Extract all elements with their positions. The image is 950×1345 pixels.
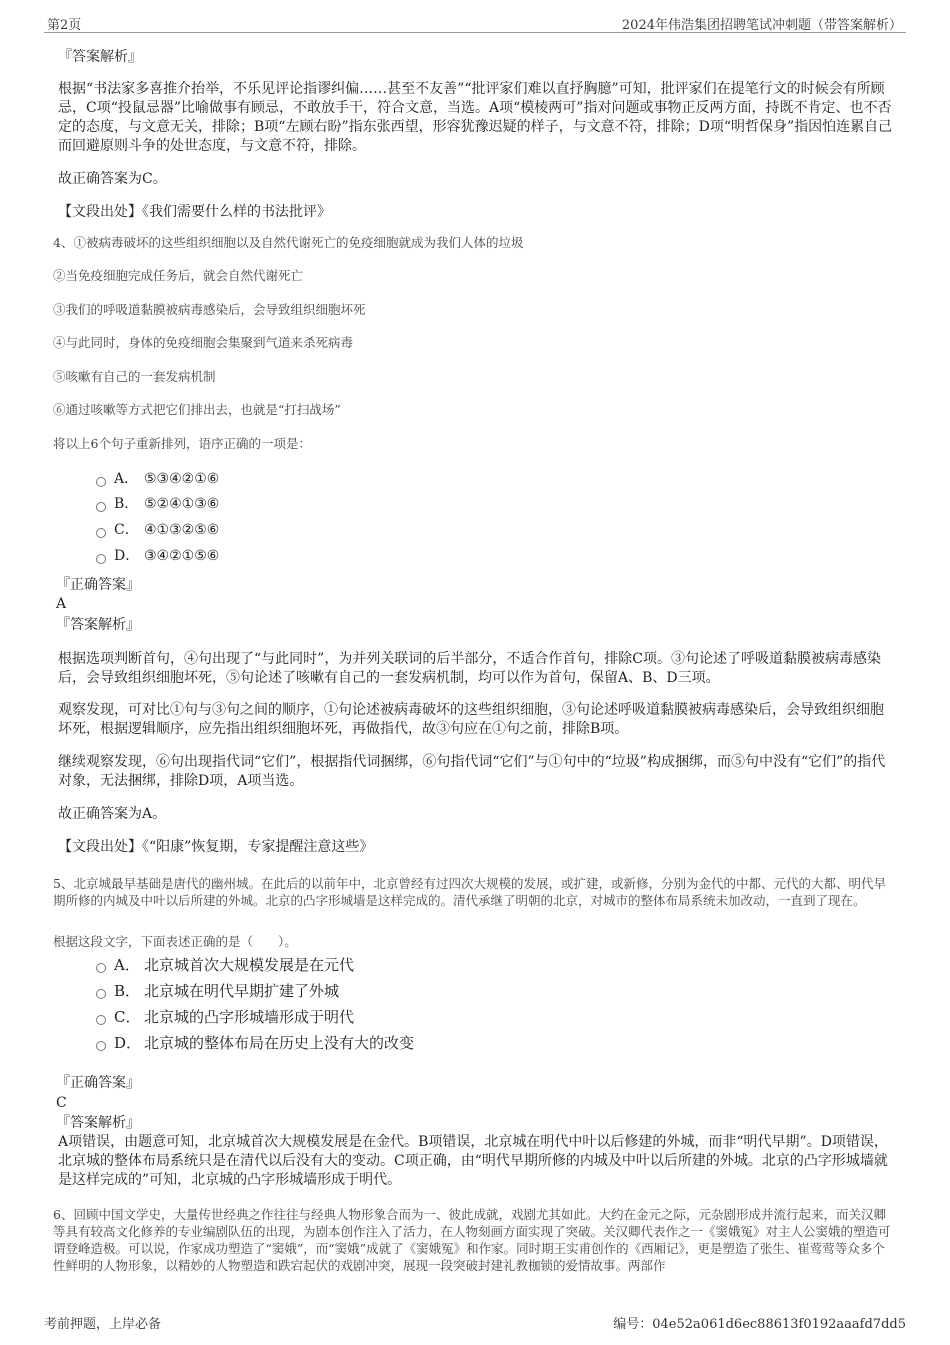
q5-option-b[interactable] [96, 982, 339, 1001]
option-letter: C． [114, 1008, 141, 1026]
document-title: 2024年伟浩集团招聘笔试冲刺题（带答案解析） [621, 18, 902, 33]
option-text: ⑤②④①③⑥ [144, 496, 220, 512]
radio-icon[interactable] [96, 477, 106, 487]
page-number: 第2页 [47, 18, 82, 33]
q5-prompt: 根据这段文字，下面表述正确的是（ ）。 [53, 934, 297, 949]
q5-option-c[interactable] [96, 1008, 354, 1027]
q4-analysis-label: 『答案解析』 [56, 617, 140, 633]
option-text: ③④②①⑤⑥ [144, 548, 220, 564]
q4-analysis-2: 观察发现，可对比①句与③句之间的顺序，①句论述被病毒破坏的这些组织细胞，③句论述呼吸道黏膜被病毒感染后，会导致组织细胞坏死，根据逻辑顺序，应先指出组织细胞坏死，再做指代，故③句应在①句之前，排除B项。 [58, 702, 884, 737]
radio-icon[interactable] [96, 1015, 106, 1025]
q4-sentence-2: ②当免疫细胞完成任务后，就会自然代谢死亡 [53, 268, 304, 283]
footer-slogan: 考前押题，上岸必备 [44, 1317, 162, 1332]
q5-analysis-label: 『答案解析』 [56, 1115, 140, 1131]
q5-answer-label: 『正确答案』 [56, 1075, 140, 1091]
option-letter: D． [114, 548, 140, 564]
option-text: 北京城首次大规模发展是在元代 [144, 956, 355, 974]
q5-stem: 5、北京城最早基础是唐代的幽州城。在此后的以前年中，北京曾经有过四次大规模的发展，或扩建，或新修，分别为金代的中都、元代的大都、明代早期所修的内城及中叶以后所建的外城。北京的凸字形城墙是这样完成的。清代承继了明朝的北京，对城市的整体布局系统未加改动，一直到了现在。 [53, 876, 886, 908]
q4-sentence-4: ④与此同时，身体的免疫细胞会集聚到气道来杀死病毒 [53, 335, 354, 350]
q4-analysis-1: 根据选项判断首句，④句出现了“与此同时”，为并列关联词的后半部分，不适合作首句，排除C项。③句论述了呼吸道黏膜被病毒感染后，会导致组织细胞坏死，⑤句论述了咳嗽有自己的一套发病机制，均可以作为首句，保留A、B、D三项。 [58, 651, 882, 686]
radio-icon[interactable] [96, 963, 106, 973]
q4-sentence-5: ⑤咳嗽有自己的一套发病机制 [53, 369, 216, 384]
q3-conclusion: 故正确答案为C。 [58, 171, 167, 187]
option-text: 北京城的凸字形城墙形成于明代 [144, 1008, 355, 1026]
page-footer [44, 1313, 906, 1332]
radio-icon[interactable] [96, 989, 106, 999]
option-text: ⑤③④②①⑥ [144, 471, 220, 487]
q5-analysis: A项错误，由题意可知，北京城首次大规模发展是在金代。B项错误，北京城在明代中叶以后修建的外城，而非“明代早期”。D项错误，北京城的整体布局系统只是在清代以后没有大的变动。C项正确，由“明代早期所修的内城及中叶以后所建的外城。北京的凸字形城墙就是这样完成的”可知，北京城的凸字形城墙形成于明代。 [58, 1134, 888, 1188]
q4-analysis-3: 继续观察发现，⑥句出现指代词“它们”，根据指代词捆绑，⑥句指代词“它们”与①句中的“垃圾”构成捆绑，而⑤句中没有“它们”的指代对象，无法捆绑，排除D项，A项当选。 [58, 754, 886, 789]
option-letter: C． [114, 522, 139, 538]
q5-answer: C [56, 1095, 67, 1111]
option-letter: D． [114, 1034, 142, 1052]
q5-option-d[interactable] [96, 1034, 414, 1053]
radio-icon[interactable] [96, 528, 106, 538]
q4-option-a[interactable] [96, 470, 219, 489]
q5-option-a[interactable] [96, 956, 354, 975]
page-header [44, 12, 906, 33]
radio-icon[interactable] [96, 554, 106, 564]
document-code: 编号：04e52a061d6ec88613f0192aaafd7dd5 [613, 1317, 906, 1332]
q4-option-d[interactable] [96, 547, 219, 566]
q4-option-c[interactable] [96, 521, 219, 540]
q4-sentence-3: ③我们的呼吸道黏膜被病毒感染后，会导致组织细胞坏死 [53, 302, 366, 317]
radio-icon[interactable] [96, 502, 106, 512]
option-letter: B． [114, 982, 141, 1000]
q4-answer-label: 『正确答案』 [56, 577, 140, 593]
q6-stem: 6、回顾中国文学史，大量传世经典之作往往与经典人物形象合而为一、彼此成就，戏剧尤其如此。大约在金元之际，元杂剧形成并流行起来，而关汉卿等具有较高文化修养的专业编剧队伍的出现，为剧本创作注入了活力，在人物刻画方面实现了突破。关汉卿代表作之一《窦娥冤》对主人公窦娥的塑造可谓登峰造极。可以说，作家成功塑造了“窦娥”，而“窦娥”成就了《窦娥冤》和作家。同时期王实甫创作的《西厢记》，更是塑造了张生、崔莺莺等众多个性鲜明的人物形象，以精妙的人物塑造和跌宕起伏的戏剧冲突，展现一段突破封建礼教枷锁的爱情故事。两部作 [53, 1207, 891, 1273]
option-text: ④①③②⑤⑥ [144, 522, 220, 538]
option-text: 北京城在明代早期扩建了外城 [144, 982, 340, 1000]
q4-option-b[interactable] [96, 495, 219, 514]
q4-sentence-6: ⑥通过咳嗽等方式把它们排出去，也就是“打扫战场” [53, 402, 341, 417]
option-text: 北京城的整体布局在历史上没有大的改变 [144, 1034, 415, 1052]
q4-answer: A [56, 596, 67, 612]
option-letter: B． [114, 496, 139, 512]
q3-analysis: 根据“书法家多喜推介抬举，不乐见评论指谬纠偏……甚至不友善”“批评家们难以直抒胸臆”可知，批评家们在提笔行文的时候会有所顾忌，C项“投鼠忌器”比喻做事有顾忌，不敢放手干，符合文意，当选。A项“模棱两可”指对问题或事物正反两方面，持既不肯定、也不否定的态度，与文意无关，排除；B项“左顾右盼”指东张西望，形容犹豫迟疑的样子，与文意不符，排除；D项“明哲保身”指因怕连累自己而回避原则斗争的处世态度，与文意不符，排除。 [58, 81, 893, 154]
q4-sentence-1: 4、①被病毒破坏的这些组织细胞以及自然代谢死亡的免疫细胞就成为我们人体的垃圾 [53, 235, 524, 250]
q3-source: 【文段出处】《我们需要什么样的书法批评》 [58, 204, 331, 220]
option-letter: A． [114, 471, 139, 487]
q4-conclusion: 故正确答案为A。 [58, 806, 167, 822]
q3-analysis-label: 『答案解析』 [58, 49, 142, 65]
q4-source: 【文段出处】《“阳康”恢复期，专家提醒注意这些》 [58, 839, 374, 855]
q4-prompt: 将以上6个句子重新排列，语序正确的一项是： [53, 436, 311, 451]
option-letter: A． [114, 956, 140, 974]
radio-icon[interactable] [96, 1041, 106, 1051]
